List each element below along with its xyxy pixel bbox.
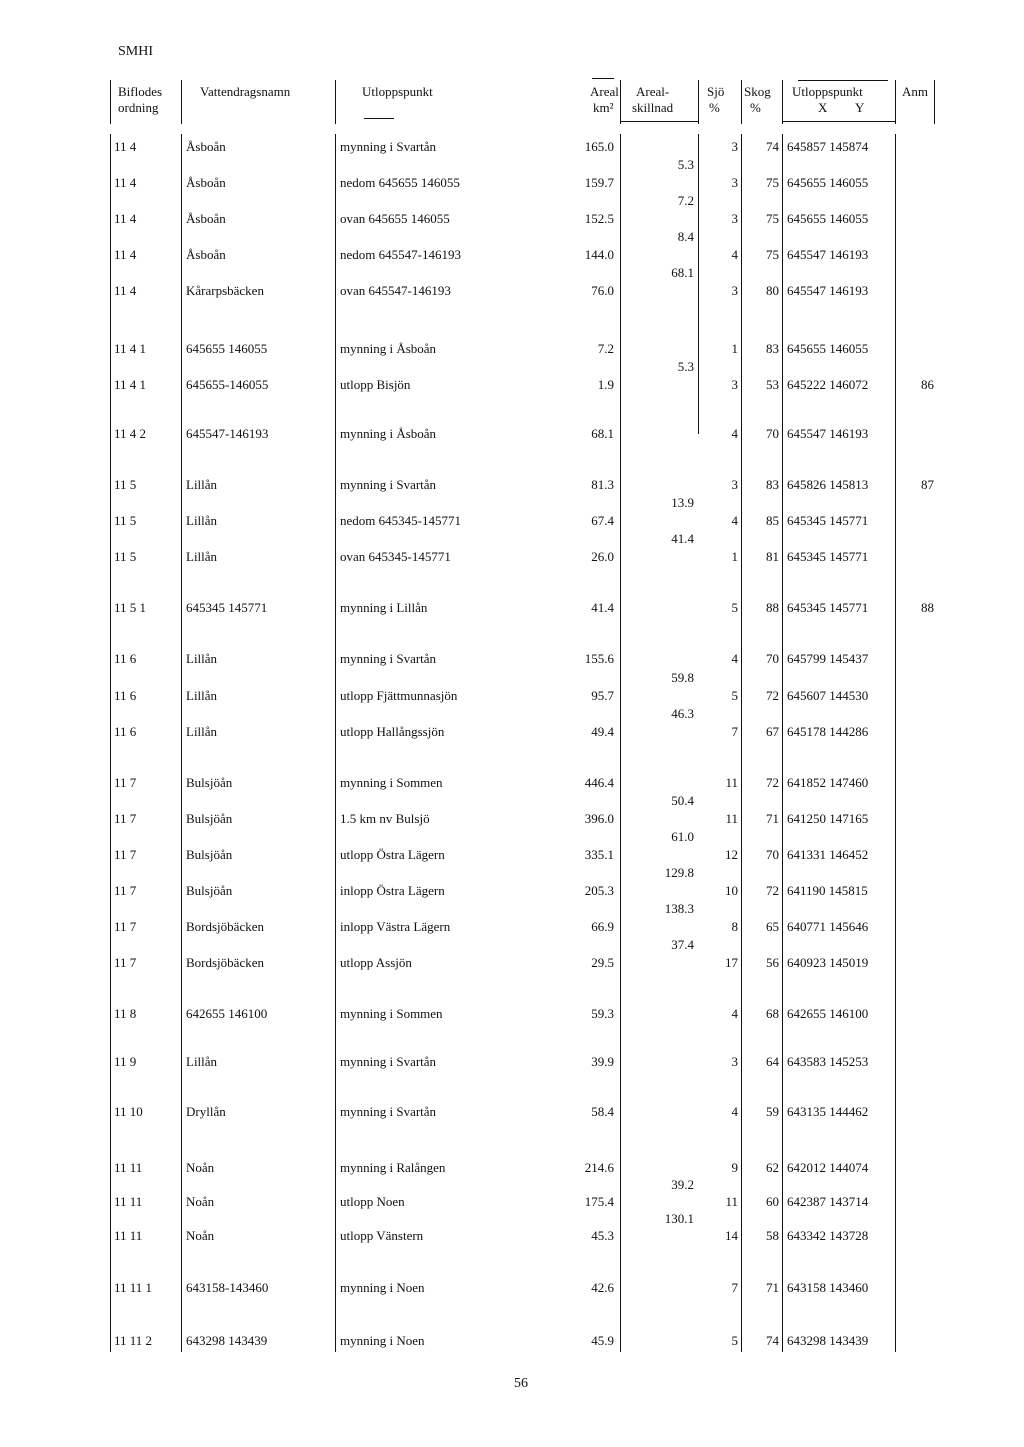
cell-arealskillnad: 46.3 bbox=[671, 706, 694, 721]
cell-sjo: 3 bbox=[731, 1054, 738, 1069]
cell-name: 643158-143460 bbox=[186, 1280, 269, 1295]
cell-coords: 642012 144074 bbox=[787, 1160, 869, 1175]
cell-skog: 72 bbox=[766, 688, 779, 703]
cell-arealskillnad: 59.8 bbox=[671, 670, 694, 685]
column-rule bbox=[782, 134, 783, 1352]
cell-coords: 645826 145813 bbox=[787, 477, 869, 492]
cell-skog: 75 bbox=[766, 175, 779, 190]
cell-coords: 641852 147460 bbox=[787, 775, 869, 790]
cell-area: 175.4 bbox=[584, 1194, 614, 1209]
cell-area: 1.9 bbox=[597, 377, 614, 392]
cell-arealskillnad: 68.1 bbox=[671, 265, 694, 280]
cell-point: mynning i Ralången bbox=[340, 1160, 446, 1175]
column-rule bbox=[698, 80, 699, 124]
cell-name: Lillån bbox=[186, 724, 218, 739]
cell-skog: 64 bbox=[766, 1054, 779, 1069]
cell-area: 66.9 bbox=[591, 919, 614, 934]
cell-sjo: 4 bbox=[731, 513, 738, 528]
cell-ord: 11 4 bbox=[114, 211, 137, 226]
cell-area: 41.4 bbox=[591, 600, 614, 615]
cell-name: Bordsjöbäcken bbox=[186, 919, 264, 934]
cell-name: Bordsjöbäcken bbox=[186, 955, 264, 970]
cell-name: Bulsjöån bbox=[186, 775, 233, 790]
cell-point: utlopp Östra Lägern bbox=[340, 847, 445, 862]
cell-arealskillnad: 5.3 bbox=[677, 157, 694, 172]
cell-ord: 11 11 bbox=[114, 1194, 143, 1209]
cell-ord: 11 7 bbox=[114, 811, 137, 826]
cell-coords: 645655 146055 bbox=[787, 211, 869, 226]
cell-anm: 88 bbox=[921, 600, 934, 615]
cell-ord: 11 5 bbox=[114, 549, 137, 564]
cell-coords: 640923 145019 bbox=[787, 955, 869, 970]
cell-skog: 75 bbox=[766, 211, 779, 226]
header-areal-unit: km² bbox=[593, 100, 614, 115]
header-skog-unit: % bbox=[750, 100, 761, 115]
cell-ord: 11 4 bbox=[114, 283, 137, 298]
cell-sjo: 1 bbox=[731, 549, 738, 564]
cell-name: Bulsjöån bbox=[186, 811, 233, 826]
cell-ord: 11 4 2 bbox=[114, 426, 147, 441]
header-utloppspunkt-coords: Utloppspunkt bbox=[792, 84, 863, 99]
cell-coords: 641250 147165 bbox=[787, 811, 869, 826]
cell-sjo: 11 bbox=[725, 1194, 738, 1209]
header-ordning-line1: Biflodes bbox=[118, 84, 163, 99]
cell-point: mynning i Svartån bbox=[340, 1104, 437, 1119]
cell-anm: 86 bbox=[921, 377, 934, 392]
cell-point: nedom 645547-146193 bbox=[340, 247, 461, 262]
cell-sjo: 9 bbox=[731, 1160, 738, 1175]
source-label: SMHI bbox=[118, 44, 154, 59]
cell-area: 49.4 bbox=[591, 724, 614, 739]
cell-area: 214.6 bbox=[584, 1160, 614, 1175]
column-rule bbox=[620, 134, 621, 1352]
column-rule bbox=[782, 80, 783, 124]
header-underline bbox=[364, 118, 394, 119]
cell-skog: 83 bbox=[766, 477, 779, 492]
header-underline bbox=[798, 80, 888, 81]
cell-point: mynning i Sommen bbox=[340, 1006, 443, 1021]
header-sjo-unit: % bbox=[709, 100, 720, 115]
cell-name: Kårarpsbäcken bbox=[186, 283, 264, 298]
column-rule bbox=[620, 80, 621, 124]
cell-area: 59.3 bbox=[591, 1006, 614, 1021]
cell-skog: 70 bbox=[766, 426, 779, 441]
column-rule bbox=[741, 80, 742, 124]
column-rule bbox=[110, 80, 111, 124]
cell-skog: 65 bbox=[766, 919, 779, 934]
cell-coords: 645547 146193 bbox=[787, 426, 869, 441]
cell-point: utlopp Bisjön bbox=[340, 377, 411, 392]
cell-area: 58.4 bbox=[591, 1104, 614, 1119]
cell-ord: 11 5 bbox=[114, 513, 137, 528]
cell-coords: 642387 143714 bbox=[787, 1194, 869, 1209]
cell-area: 45.9 bbox=[591, 1333, 614, 1348]
cell-area: 152.5 bbox=[584, 211, 614, 226]
cell-ord: 11 10 bbox=[114, 1104, 143, 1119]
cell-sjo: 4 bbox=[731, 651, 738, 666]
cell-name: Noån bbox=[186, 1228, 215, 1243]
cell-name: Lillån bbox=[186, 1054, 218, 1069]
cell-ord: 11 6 bbox=[114, 688, 137, 703]
cell-sjo: 4 bbox=[731, 1104, 738, 1119]
cell-ord: 11 7 bbox=[114, 919, 137, 934]
cell-skog: 81 bbox=[766, 549, 779, 564]
cell-sjo: 3 bbox=[731, 175, 738, 190]
cell-area: 26.0 bbox=[591, 549, 614, 564]
cell-point: utlopp Assjön bbox=[340, 955, 412, 970]
header-ordning-line2: ordning bbox=[118, 100, 159, 115]
cell-ord: 11 11 bbox=[114, 1160, 143, 1175]
cell-point: mynning i Svartån bbox=[340, 1054, 437, 1069]
cell-ord: 11 11 2 bbox=[114, 1333, 153, 1348]
cell-sjo: 11 bbox=[725, 811, 738, 826]
cell-coords: 645547 146193 bbox=[787, 247, 869, 262]
cell-area: 42.6 bbox=[591, 1280, 614, 1295]
page-number: 56 bbox=[514, 1376, 528, 1391]
cell-name: 645655 146055 bbox=[186, 341, 268, 356]
cell-point: mynning i Åsboån bbox=[340, 426, 437, 441]
cell-coords: 643342 143728 bbox=[787, 1228, 869, 1243]
column-rule bbox=[335, 134, 336, 1352]
cell-ord: 11 4 1 bbox=[114, 377, 147, 392]
cell-arealskillnad: 13.9 bbox=[671, 495, 694, 510]
cell-arealskillnad: 7.2 bbox=[677, 193, 694, 208]
cell-name: Noån bbox=[186, 1160, 215, 1175]
cell-skog: 70 bbox=[766, 651, 779, 666]
cell-area: 95.7 bbox=[591, 688, 614, 703]
cell-point: ovan 645345-145771 bbox=[340, 549, 451, 564]
cell-arealskillnad: 8.4 bbox=[677, 229, 694, 244]
cell-sjo: 4 bbox=[731, 247, 738, 262]
cell-skog: 53 bbox=[766, 377, 779, 392]
cell-sjo: 5 bbox=[731, 600, 738, 615]
header-underline bbox=[592, 78, 614, 79]
cell-area: 45.3 bbox=[591, 1228, 614, 1243]
cell-skog: 88 bbox=[766, 600, 779, 615]
cell-point: ovan 645547-146193 bbox=[340, 283, 451, 298]
cell-point: mynning i Noen bbox=[340, 1333, 425, 1348]
column-rule bbox=[110, 134, 111, 1352]
cell-sjo: 5 bbox=[731, 1333, 738, 1348]
cell-ord: 11 7 bbox=[114, 883, 137, 898]
cell-area: 165.0 bbox=[584, 139, 614, 154]
cell-point: mynning i Åsboån bbox=[340, 341, 437, 356]
cell-area: 159.7 bbox=[584, 175, 614, 190]
cell-name: Noån bbox=[186, 1194, 215, 1209]
cell-area: 446.4 bbox=[584, 775, 614, 790]
cell-ord: 11 6 bbox=[114, 651, 137, 666]
cell-coords: 645222 146072 bbox=[787, 377, 869, 392]
cell-area: 68.1 bbox=[591, 426, 614, 441]
cell-arealskillnad: 130.1 bbox=[664, 1211, 694, 1226]
cell-sjo: 17 bbox=[725, 955, 738, 970]
cell-name: 645655-146055 bbox=[186, 377, 269, 392]
cell-skog: 58 bbox=[766, 1228, 779, 1243]
cell-arealskillnad: 61.0 bbox=[671, 829, 694, 844]
cell-ord: 11 4 bbox=[114, 247, 137, 262]
cell-arealskillnad: 41.4 bbox=[671, 531, 694, 546]
cell-skog: 67 bbox=[766, 724, 779, 739]
cell-sjo: 3 bbox=[731, 477, 738, 492]
cell-skog: 70 bbox=[766, 847, 779, 862]
cell-point: utlopp Hallångssjön bbox=[340, 724, 445, 739]
cell-skog: 80 bbox=[766, 283, 779, 298]
cell-coords: 643135 144462 bbox=[787, 1104, 869, 1119]
cell-sjo: 3 bbox=[731, 283, 738, 298]
cell-skog: 56 bbox=[766, 955, 779, 970]
cell-name: 645547-146193 bbox=[186, 426, 269, 441]
cell-skog: 59 bbox=[766, 1104, 779, 1119]
cell-name: Bulsjöån bbox=[186, 883, 233, 898]
cell-point: utlopp Noen bbox=[340, 1194, 405, 1209]
cell-point: mynning i Sommen bbox=[340, 775, 443, 790]
cell-skog: 85 bbox=[766, 513, 779, 528]
cell-skog: 71 bbox=[766, 1280, 779, 1295]
cell-sjo: 5 bbox=[731, 688, 738, 703]
cell-area: 205.3 bbox=[584, 883, 614, 898]
cell-skog: 71 bbox=[766, 811, 779, 826]
cell-coords: 645178 144286 bbox=[787, 724, 869, 739]
header-areal: Areal bbox=[590, 84, 619, 99]
cell-coords: 642655 146100 bbox=[787, 1006, 869, 1021]
cell-point: mynning i Noen bbox=[340, 1280, 425, 1295]
cell-sjo: 10 bbox=[725, 883, 738, 898]
cell-area: 396.0 bbox=[584, 811, 614, 826]
cell-coords: 645799 145437 bbox=[787, 651, 869, 666]
cell-name: Åsboån bbox=[186, 211, 226, 226]
cell-area: 81.3 bbox=[591, 477, 614, 492]
cell-arealskillnad: 129.8 bbox=[664, 865, 694, 880]
cell-name: 643298 143439 bbox=[186, 1333, 268, 1348]
cell-name: 645345 145771 bbox=[186, 600, 268, 615]
cell-skog: 74 bbox=[766, 139, 779, 154]
cell-ord: 11 7 bbox=[114, 775, 137, 790]
cell-sjo: 4 bbox=[731, 426, 738, 441]
cell-skog: 74 bbox=[766, 1333, 779, 1348]
cell-ord: 11 4 bbox=[114, 175, 137, 190]
column-rule bbox=[934, 80, 935, 124]
cell-point: utlopp Vänstern bbox=[340, 1228, 424, 1243]
cell-coords: 641190 145815 bbox=[787, 883, 868, 898]
cell-coords: 645345 145771 bbox=[787, 513, 869, 528]
cell-arealskillnad: 37.4 bbox=[671, 937, 694, 952]
column-rule bbox=[181, 80, 182, 124]
cell-sjo: 12 bbox=[725, 847, 738, 862]
cell-point: mynning i Svartån bbox=[340, 477, 437, 492]
cell-point: 1.5 km nv Bulsjö bbox=[340, 811, 430, 826]
cell-area: 155.6 bbox=[584, 651, 614, 666]
cell-sjo: 1 bbox=[731, 341, 738, 356]
cell-name: Åsboån bbox=[186, 247, 226, 262]
cell-sjo: 7 bbox=[731, 724, 738, 739]
cell-sjo: 3 bbox=[731, 377, 738, 392]
cell-coords: 641331 146452 bbox=[787, 847, 869, 862]
cell-ord: 11 9 bbox=[114, 1054, 137, 1069]
column-rule bbox=[895, 134, 896, 1352]
cell-coords: 643583 145253 bbox=[787, 1054, 869, 1069]
cell-sjo: 8 bbox=[731, 919, 738, 934]
header-vattendragsnamn: Vattendragsnamn bbox=[200, 84, 291, 99]
cell-ord: 11 7 bbox=[114, 955, 137, 970]
cell-coords: 645655 146055 bbox=[787, 341, 869, 356]
column-rule bbox=[181, 134, 182, 1352]
cell-area: 335.1 bbox=[584, 847, 614, 862]
cell-name: Åsboån bbox=[186, 175, 226, 190]
cell-ord: 11 5 1 bbox=[114, 600, 147, 615]
cell-arealskillnad: 5.3 bbox=[677, 359, 694, 374]
header-arealskillnad-line1: Areal- bbox=[636, 84, 670, 99]
cell-ord: 11 6 bbox=[114, 724, 137, 739]
cell-coords: 645547 146193 bbox=[787, 283, 869, 298]
column-rule bbox=[895, 80, 896, 124]
column-rule bbox=[335, 80, 336, 124]
cell-ord: 11 11 bbox=[114, 1228, 143, 1243]
cell-point: nedom 645655 146055 bbox=[340, 175, 460, 190]
header-arealskillnad-line2: skillnad bbox=[632, 100, 674, 115]
header-coord-x: X bbox=[818, 100, 828, 115]
cell-name: 642655 146100 bbox=[186, 1006, 268, 1021]
cell-name: Bulsjöån bbox=[186, 847, 233, 862]
header-skog: Skog bbox=[744, 84, 771, 99]
cell-sjo: 4 bbox=[731, 1006, 738, 1021]
header-underline bbox=[620, 121, 698, 122]
cell-anm: 87 bbox=[921, 477, 934, 492]
cell-skog: 72 bbox=[766, 883, 779, 898]
cell-ord: 11 7 bbox=[114, 847, 137, 862]
cell-point: inlopp Västra Lägern bbox=[340, 919, 451, 934]
cell-arealskillnad: 50.4 bbox=[671, 793, 694, 808]
cell-skog: 68 bbox=[766, 1006, 779, 1021]
cell-coords: 643298 143439 bbox=[787, 1333, 869, 1348]
cell-name: Lillån bbox=[186, 549, 218, 564]
cell-name: Lillån bbox=[186, 688, 218, 703]
cell-sjo: 3 bbox=[731, 139, 738, 154]
cell-area: 144.0 bbox=[584, 247, 614, 262]
header-coord-y: Y bbox=[855, 100, 865, 115]
cell-coords: 645345 145771 bbox=[787, 600, 869, 615]
header-utloppspunkt: Utloppspunkt bbox=[362, 84, 433, 99]
cell-skog: 72 bbox=[766, 775, 779, 790]
cell-ord: 11 5 bbox=[114, 477, 137, 492]
cell-coords: 645607 144530 bbox=[787, 688, 869, 703]
cell-ord: 11 4 1 bbox=[114, 341, 147, 356]
cell-coords: 645345 145771 bbox=[787, 549, 869, 564]
cell-name: Lillån bbox=[186, 513, 218, 528]
cell-name: Lillån bbox=[186, 477, 218, 492]
cell-ord: 11 11 1 bbox=[114, 1280, 153, 1295]
header-underline bbox=[782, 121, 895, 122]
cell-point: nedom 645345-145771 bbox=[340, 513, 461, 528]
cell-area: 67.4 bbox=[591, 513, 614, 528]
cell-arealskillnad: 39.2 bbox=[671, 1177, 694, 1192]
cell-name: Dryllån bbox=[186, 1104, 226, 1119]
cell-skog: 60 bbox=[766, 1194, 779, 1209]
cell-point: mynning i Svartån bbox=[340, 139, 437, 154]
cell-skog: 83 bbox=[766, 341, 779, 356]
cell-ord: 11 8 bbox=[114, 1006, 137, 1021]
cell-point: inlopp Östra Lägern bbox=[340, 883, 445, 898]
cell-point: mynning i Svartån bbox=[340, 651, 437, 666]
cell-skog: 75 bbox=[766, 247, 779, 262]
cell-arealskillnad: 138.3 bbox=[664, 901, 694, 916]
cell-sjo: 11 bbox=[725, 775, 738, 790]
cell-coords: 645655 146055 bbox=[787, 175, 869, 190]
cell-coords: 643158 143460 bbox=[787, 1280, 869, 1295]
cell-sjo: 3 bbox=[731, 211, 738, 226]
cell-point: mynning i Lillån bbox=[340, 600, 428, 615]
cell-area: 7.2 bbox=[597, 341, 614, 356]
cell-area: 39.9 bbox=[591, 1054, 614, 1069]
cell-point: utlopp Fjättmunnasjön bbox=[340, 688, 458, 703]
cell-point: ovan 645655 146055 bbox=[340, 211, 450, 226]
cell-area: 29.5 bbox=[591, 955, 614, 970]
header-sjo: Sjö bbox=[707, 84, 725, 99]
cell-ord: 11 4 bbox=[114, 139, 137, 154]
cell-sjo: 7 bbox=[731, 1280, 738, 1295]
cell-skog: 62 bbox=[766, 1160, 779, 1175]
header-anm: Anm bbox=[902, 84, 928, 99]
cell-area: 76.0 bbox=[591, 283, 614, 298]
cell-name: Lillån bbox=[186, 651, 218, 666]
cell-coords: 645857 145874 bbox=[787, 139, 869, 154]
cell-coords: 640771 145646 bbox=[787, 919, 869, 934]
cell-sjo: 14 bbox=[725, 1228, 738, 1243]
cell-name: Åsboån bbox=[186, 139, 226, 154]
